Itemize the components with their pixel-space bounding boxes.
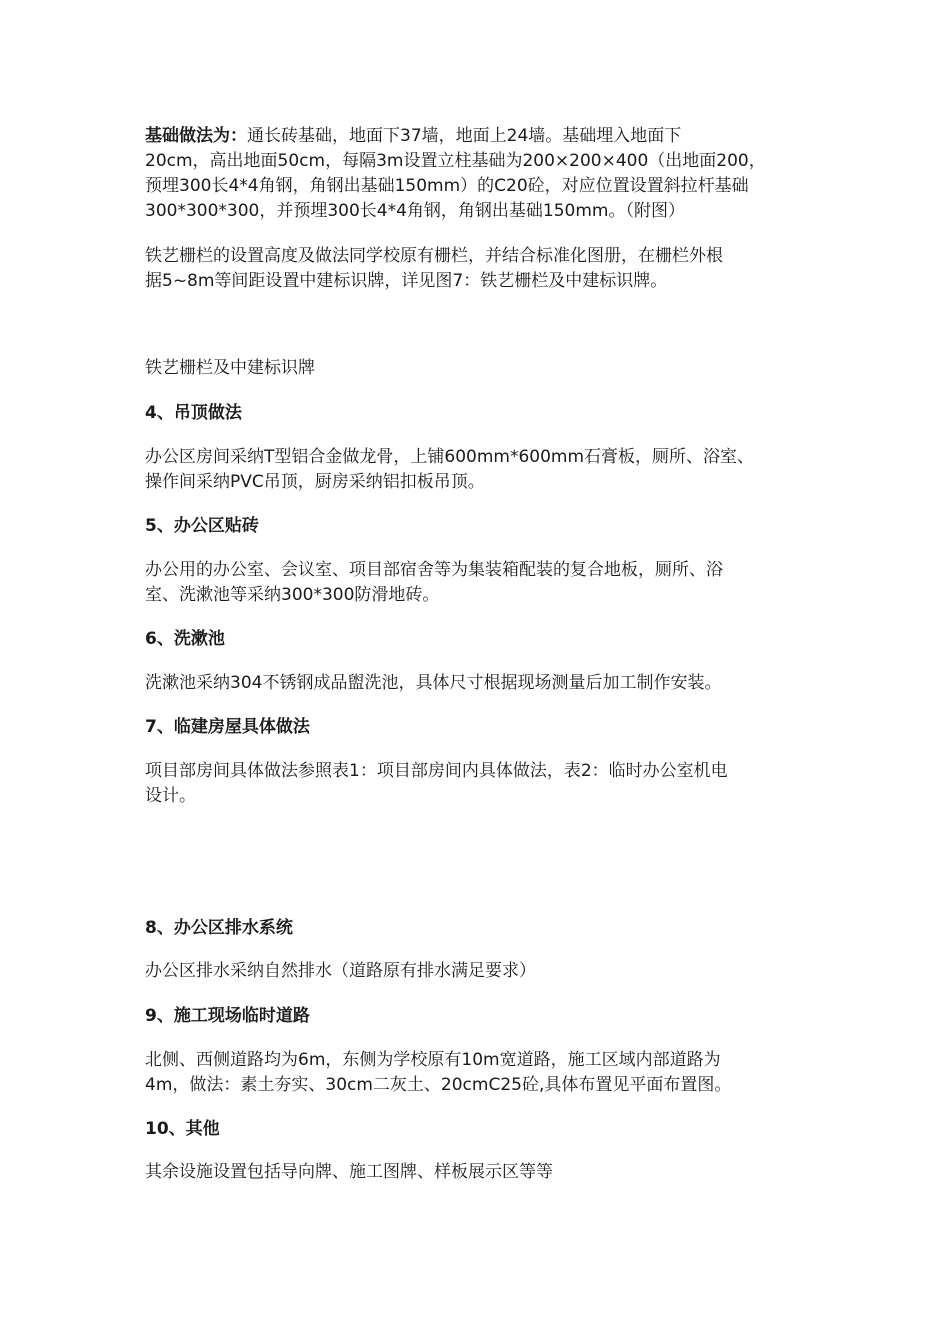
foundation-line-1: 通长砖基础，地面下37墙，地面上24墙。基础埋入地面下 xyxy=(247,126,682,146)
section-8-heading: 8、办公区排水系统 xyxy=(145,918,293,938)
section-6-body xyxy=(145,671,810,696)
section-8-line-1: 办公区排水采纳自然排水（道路原有排水满足要求） xyxy=(145,961,536,981)
section-7-heading: 7、临建房屋具体做法 xyxy=(145,717,310,737)
section-10-line-1: 其余设施设置包括导向牌、施工图牌、样板展示区等等 xyxy=(145,1162,553,1182)
section-9-heading: 9、施工现场临时道路 xyxy=(145,1006,310,1026)
section-7-line-1: 项目部房间具体做法参照表1：项目部房间内具体做法，表2：临时办公室机电 xyxy=(145,761,728,781)
section-9-line-2: 4m，做法：素土夯实、30cm二灰土、20cmC25砼,具体布置见平面布置图。 xyxy=(145,1075,732,1095)
section-7-body xyxy=(145,759,810,809)
section-6-line-1: 洗漱池采纳304不锈钢成品盥洗池，具体尺寸根据现场测量后加工制作安装。 xyxy=(145,673,722,693)
foundation-line-4: 300*300*300，并预埋300长4*4角钢，角钢出基础150mm。（附图） xyxy=(145,201,685,221)
section-4-line-1: 办公区房间采纳T型铝合金做龙骨，上铺600mm*600mm石膏板，厕所、浴室、 xyxy=(145,447,755,467)
section-4-heading: 4、吊顶做法 xyxy=(145,403,242,423)
foundation-line-3: 预埋300长4*4角钢，角钢出基础150mm）的C20砼，对应位置设置斜拉杆基础 xyxy=(145,176,749,196)
section-7-line-2: 设计。 xyxy=(145,786,196,806)
section-9-body xyxy=(145,1048,810,1098)
section-8-body xyxy=(145,959,810,984)
fence-line-2: 据5~8m等间距设置中建标识牌，详见图7：铁艺栅栏及中建标识牌。 xyxy=(145,271,668,291)
section-9-line-1: 北侧、西侧道路均为6m，东侧为学校原有10m宽道路，施工区域内部道路为 xyxy=(145,1050,721,1070)
foundation-line-2: 20cm，高出地面50cm，每隔3m设置立柱基础为200×200×400（出地面200， xyxy=(145,151,766,171)
section-10-body xyxy=(145,1160,810,1185)
section-5-heading: 5、办公区贴砖 xyxy=(145,516,259,536)
fence-line-1: 铁艺栅栏的设置高度及做法同学校原有栅栏，并结合标准化图册，在栅栏外根 xyxy=(145,246,723,266)
section-5-line-1: 办公用的办公室、会议室、项目部宿舍等为集装箱配装的复合地板，厕所、浴 xyxy=(145,560,723,580)
foundation-lead: 基础做法为： xyxy=(145,126,247,146)
foundation-paragraph xyxy=(145,124,810,224)
section-6-heading: 6、洗漱池 xyxy=(145,629,225,649)
section-10-heading: 10、其他 xyxy=(145,1119,220,1139)
section-4-body xyxy=(145,445,810,495)
fence-paragraph xyxy=(145,244,810,294)
section-5-body xyxy=(145,558,810,608)
section-5-line-2: 室、洗漱池等采纳300*300防滑地砖。 xyxy=(145,585,440,605)
fence-caption: 铁艺栅栏及中建标识牌 xyxy=(145,358,315,378)
section-4-line-2: 操作间采纳PVC吊顶，厨房采纳铝扣板吊顶。 xyxy=(145,472,485,492)
